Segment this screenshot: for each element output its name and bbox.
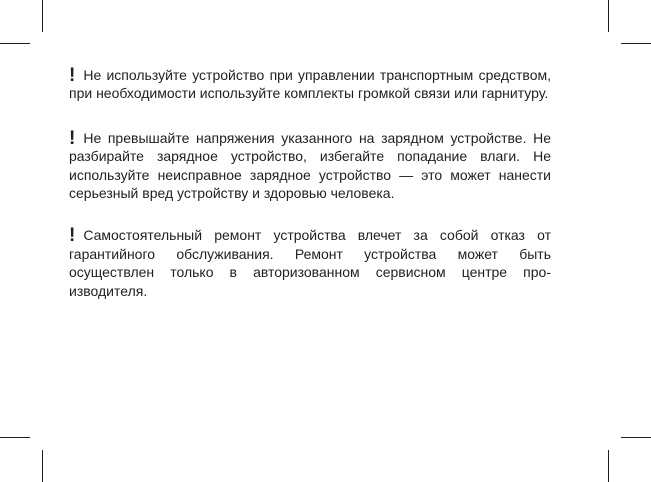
crop-mark-top-right-horizontal <box>621 43 651 44</box>
exclamation-icon: ! <box>69 127 76 149</box>
warning-item-driving <box>69 66 551 103</box>
crop-mark-top-left-horizontal <box>0 43 30 44</box>
crop-mark-top-left-vertical <box>42 0 43 32</box>
warning-text-charger: Не превышайте напряжения указанного на зарядном устройстве. Не разбирайте зарядное устройство, избегайте попадание влаги. Не используйте неисправное зарядное устройство — это может нанести серьезный вред устройству и здоровью человека. <box>69 129 551 202</box>
warnings-section <box>69 66 551 300</box>
warning-text-repair: Самостоятельный ремонт устройства влечет за собой отказ от гарантийного обслуживания. Ремонт устройства может быть осуществлен только в авторизованном сервисном центре производителя. <box>69 227 551 299</box>
crop-mark-bottom-left-horizontal <box>0 437 30 438</box>
crop-mark-bottom-right-vertical <box>608 450 609 482</box>
exclamation-icon: ! <box>69 65 76 86</box>
warning-text-driving: Не используйте устройство при управлении транспортным средством, при необходимости используйте комплекты громкой связи или гарнитуру. <box>69 67 551 102</box>
exclamation-icon: ! <box>69 225 76 247</box>
crop-mark-bottom-left-vertical <box>42 450 43 482</box>
warning-item-repair <box>69 226 551 300</box>
warning-item-charger <box>69 129 551 203</box>
crop-mark-top-right-vertical <box>608 0 609 32</box>
crop-mark-bottom-right-horizontal <box>621 437 651 438</box>
